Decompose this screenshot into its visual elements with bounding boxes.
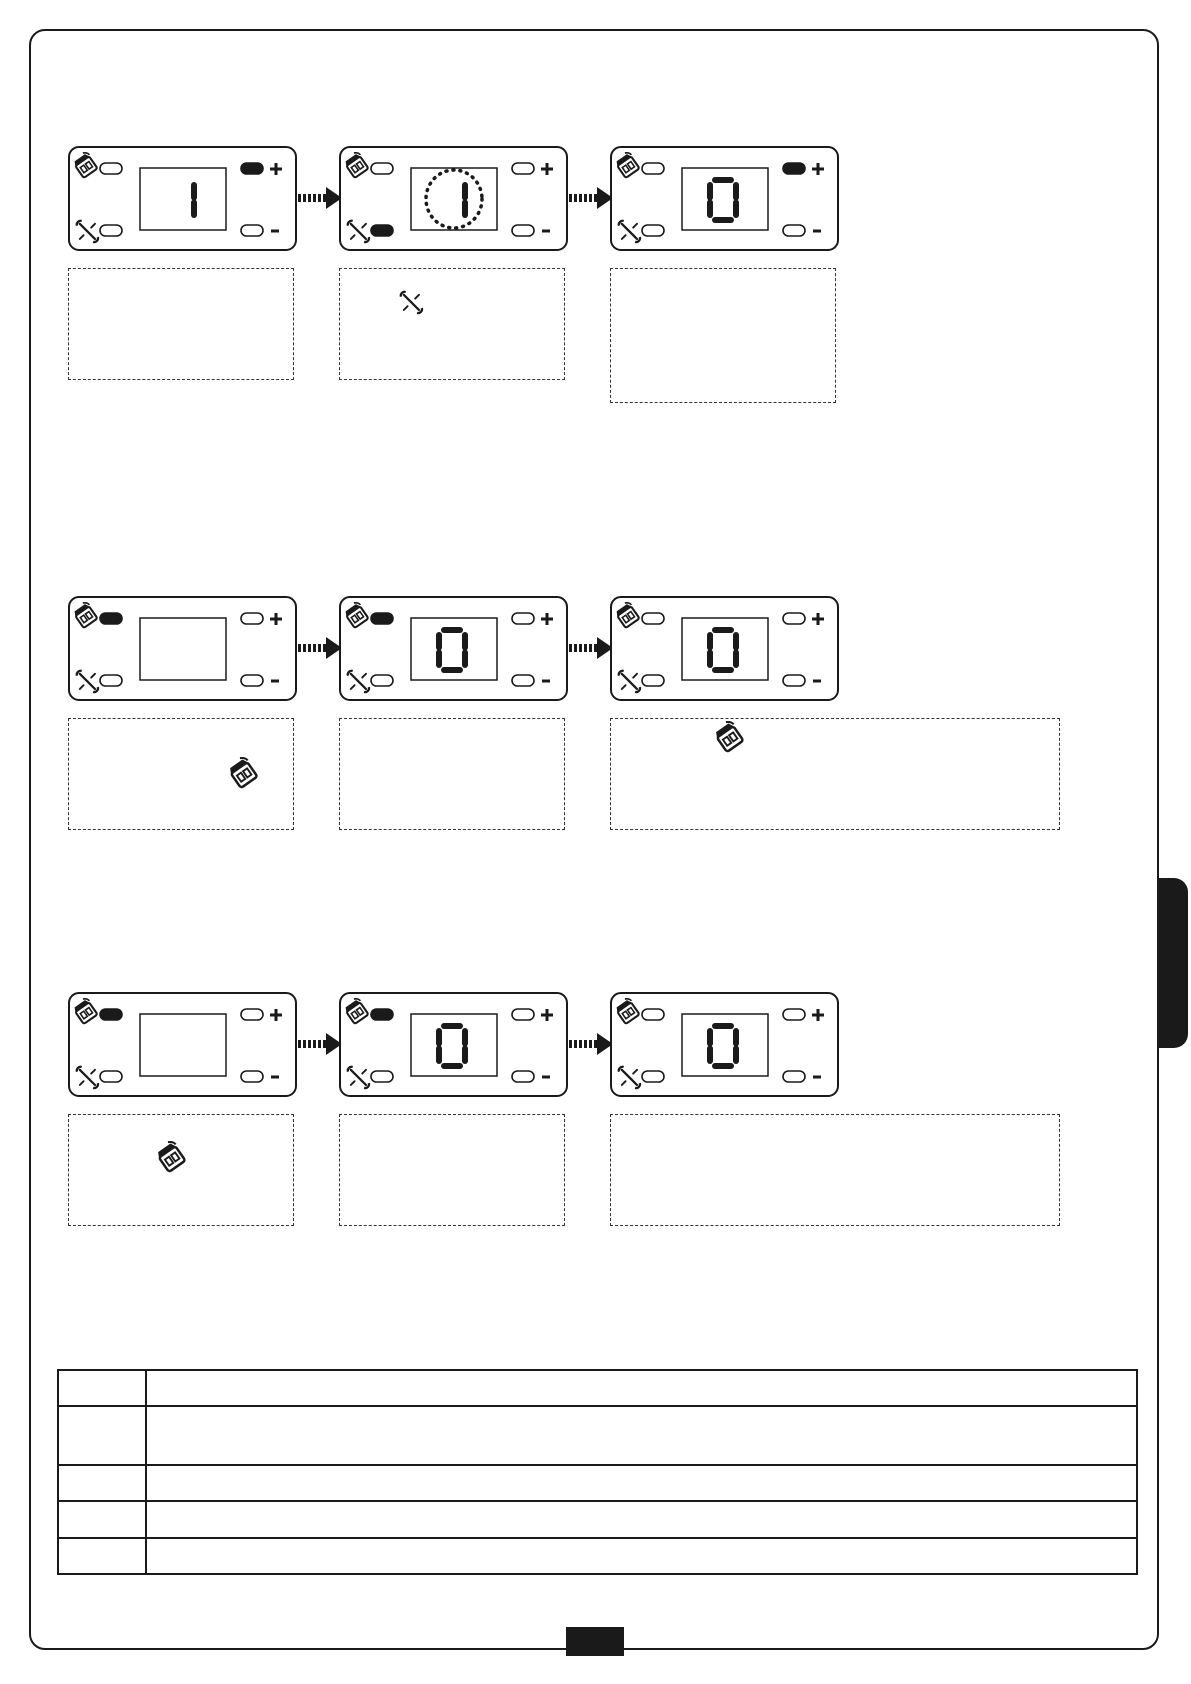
arrow-right-icon [567,185,615,211]
plus-icon [270,613,282,625]
table-cell [58,1406,146,1465]
remote-control-icon [72,151,99,178]
table-cell [146,1370,1137,1406]
arrow-right-icon [567,635,615,661]
wrench-icon [348,671,369,692]
table-cell [146,1501,1137,1537]
remote-control-icon [72,601,99,628]
display-panel [68,596,297,701]
arrow-right-icon [567,1031,615,1057]
wrench-led [371,225,393,236]
arrow-right-icon [296,635,344,661]
remote-control-icon [614,601,641,628]
table-cell [58,1501,146,1537]
plus-led [512,613,534,624]
remote-control-icon [711,719,745,758]
wrench-led [371,675,393,686]
remote-led [642,1009,664,1020]
minus-led [783,1071,805,1082]
note-box [339,1114,565,1226]
wrench-icon [394,285,428,324]
note-box [339,718,565,830]
remote-led [371,163,393,174]
wrench-led [100,1071,122,1082]
arrow-right-icon [296,185,344,211]
table-row [58,1406,1137,1465]
table-cell [146,1538,1137,1574]
minus-led [512,1071,534,1082]
remote-led [642,613,664,624]
display-screen [411,168,497,230]
remote-led [100,1009,122,1020]
display-panel [339,992,568,1097]
plus-led [241,163,263,174]
minus-led [241,675,263,686]
plus-icon [812,1009,824,1021]
note-box [339,268,565,380]
display-screen [140,1014,226,1076]
wrench-icon [77,221,98,242]
plus-led [783,613,805,624]
remote-control-icon [153,1139,187,1178]
wrench-icon [348,221,369,242]
table-row [58,1538,1137,1574]
plus-icon [812,163,824,175]
plus-icon [270,163,282,175]
arrow-right-icon [296,1031,344,1057]
minus-led [241,225,263,236]
wrench-led [642,675,664,686]
wrench-icon [619,1067,640,1088]
parameter-table [57,1369,1138,1575]
display-panel [68,146,297,251]
remote-led [100,613,122,624]
note-box [68,268,294,380]
plus-icon [812,613,824,625]
display-panel [68,992,297,1097]
display-panel [610,992,839,1097]
remote-control-icon [614,997,641,1024]
wrench-led [642,225,664,236]
plus-led [512,163,534,174]
plus-led [783,163,805,174]
display-screen [140,168,226,230]
display-screen [140,618,226,680]
display-panel [610,146,839,251]
remote-led [371,1009,393,1020]
table-cell [146,1465,1137,1501]
remote-led [100,163,122,174]
minus-led [241,1071,263,1082]
minus-led [783,675,805,686]
plus-led [241,613,263,624]
remote-control-icon [343,997,370,1024]
remote-led [642,163,664,174]
wrench-icon [619,221,640,242]
plus-led [783,1009,805,1020]
remote-control-icon [225,755,259,794]
wrench-led [371,1071,393,1082]
table-cell [58,1465,146,1501]
remote-control-icon [614,151,641,178]
remote-control-icon [343,151,370,178]
wrench-led [100,225,122,236]
section-tab [1158,878,1188,1048]
plus-led [512,1009,534,1020]
wrench-icon [619,671,640,692]
wrench-icon [77,1067,98,1088]
table-row [58,1501,1137,1537]
wrench-led [100,675,122,686]
display-panel [339,596,568,701]
display-panel [610,596,839,701]
plus-icon [541,163,553,175]
plus-led [241,1009,263,1020]
table-row [58,1370,1137,1406]
note-box [68,718,294,830]
wrench-icon [348,1067,369,1088]
minus-led [512,675,534,686]
note-box [610,268,836,403]
display-panel [339,146,568,251]
table-cell [58,1538,146,1574]
minus-led [512,225,534,236]
note-box [68,1114,294,1226]
remote-control-icon [72,997,99,1024]
note-box [610,718,1060,830]
minus-led [783,225,805,236]
table-cell [58,1370,146,1406]
plus-icon [270,1009,282,1021]
wrench-led [642,1071,664,1082]
table-cell [146,1406,1137,1465]
page-number-tab [566,1627,624,1656]
remote-led [371,613,393,624]
note-box [610,1114,1060,1226]
table-row [58,1465,1137,1501]
wrench-icon [77,671,98,692]
remote-control-icon [343,601,370,628]
plus-icon [541,613,553,625]
plus-icon [541,1009,553,1021]
